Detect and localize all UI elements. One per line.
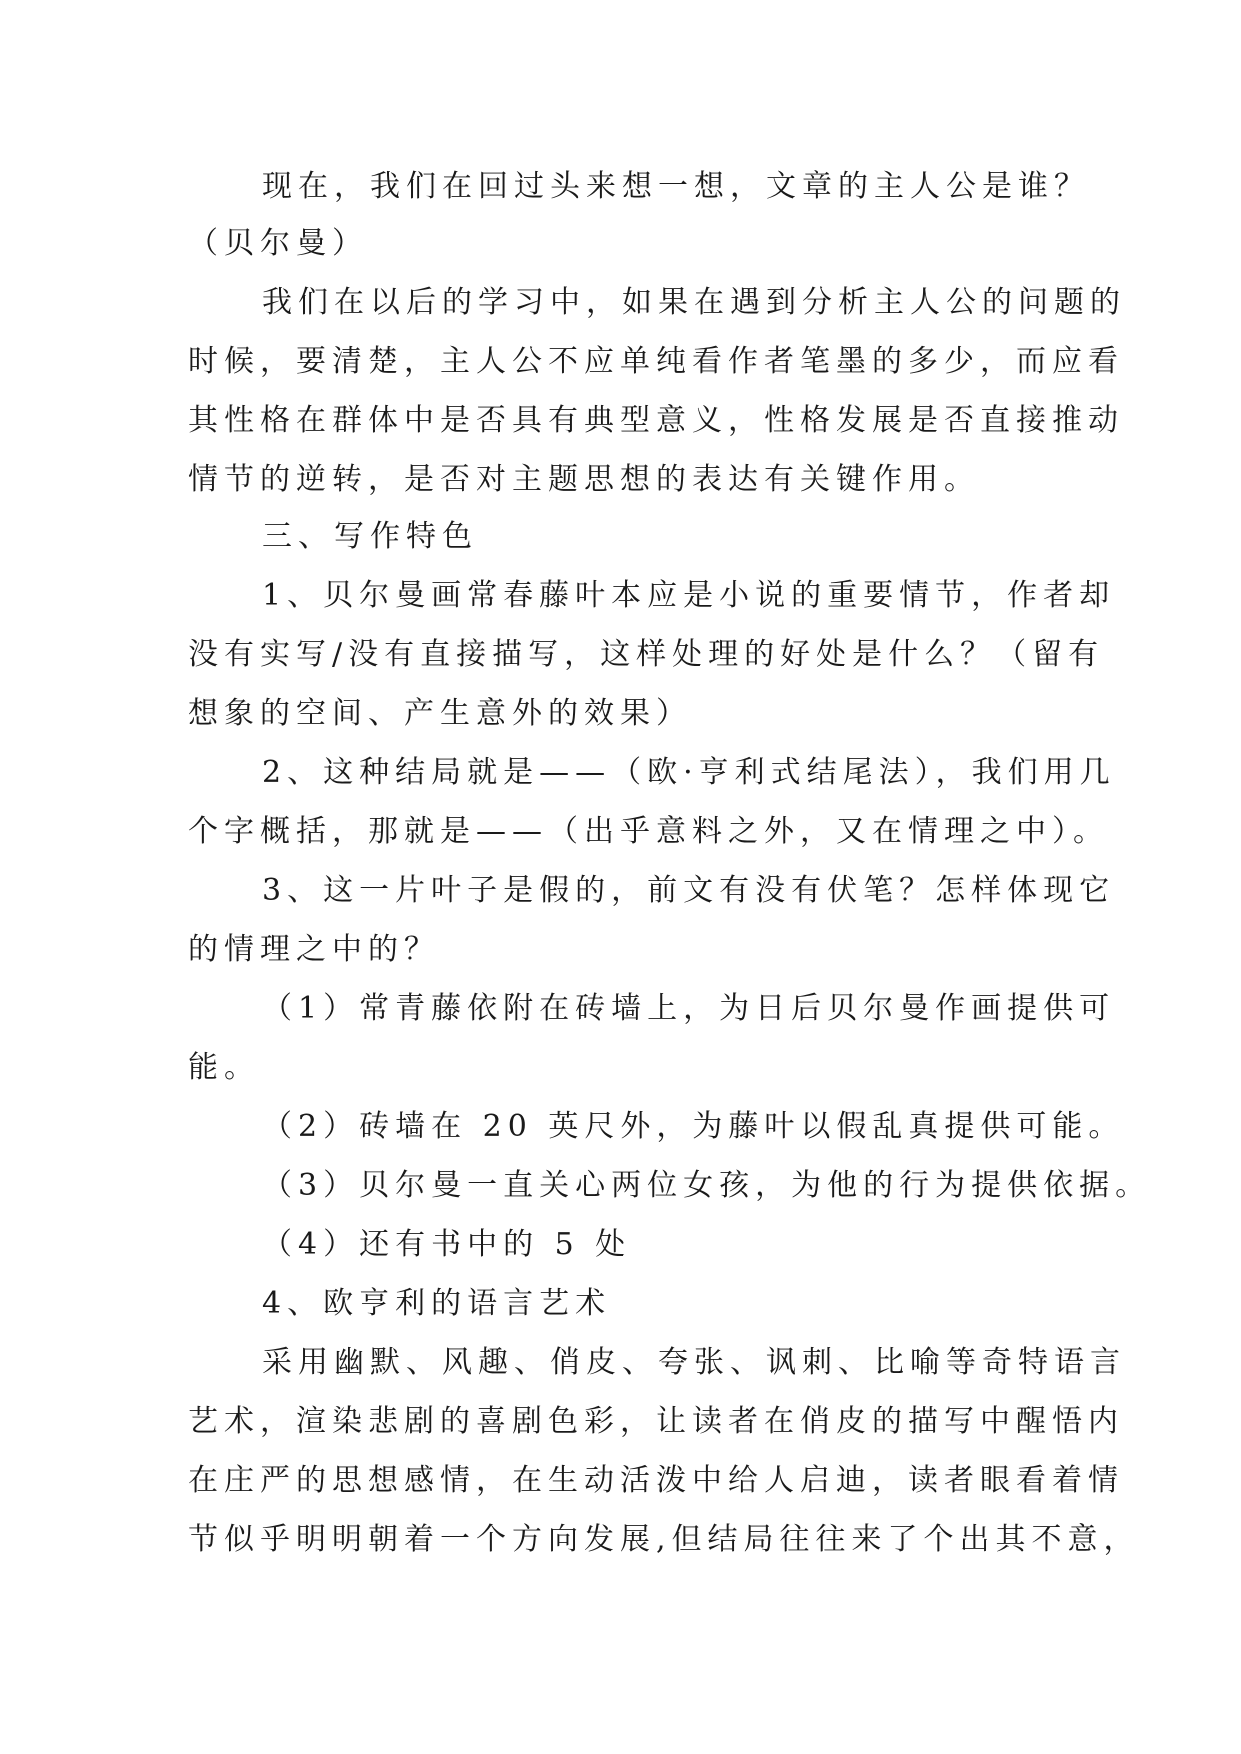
text-line: 想象的空间、产生意外的效果） [188, 696, 692, 731]
text-line: 在庄严的思想感情，在生动活泼中给人启迪，读者眼看着情 [188, 1463, 1124, 1498]
list-item: （4）还有书中的 5 处 [262, 1227, 632, 1262]
text-line: 我们在以后的学习中，如果在遇到分析主人公的问题的 [262, 285, 1126, 320]
text-line: （贝尔曼） [188, 226, 368, 261]
text-line: 1、贝尔曼画常春藤叶本应是小说的重要情节，作者却 [262, 578, 1116, 613]
text-line: 情节的逆转，是否对主题思想的表达有关键作用。 [188, 462, 980, 497]
text-line: 能。 [188, 1050, 260, 1085]
text-line: 现在，我们在回过头来想一想，文章的主人公是谁？ [262, 169, 1090, 204]
list-item: （1）常青藤依附在砖墙上，为日后贝尔曼作画提供可 [262, 991, 1116, 1026]
list-item: （2）砖墙在 20 英尺外，为藤叶以假乱真提供可能。 [262, 1109, 1125, 1144]
list-item: （3）贝尔曼一直关心两位女孩，为他的行为提供依据。 [262, 1168, 1152, 1203]
section-heading: 4、欧亨利的语言艺术 [262, 1286, 612, 1321]
text-line: 的情理之中的？ [188, 932, 440, 967]
text-line: 3、这一片叶子是假的，前文有没有伏笔？怎样体现它 [262, 873, 1116, 908]
text-line: 节似乎明明朝着一个方向发展,但结局往往来了个出其不意， [188, 1522, 1140, 1557]
text-line: 个字概括，那就是——（出乎意料之外，又在情理之中）。 [188, 814, 1109, 849]
text-line: 其性格在群体中是否具有典型意义，性格发展是否直接推动 [188, 403, 1124, 438]
text-line: 2、这种结局就是——（欧·亨利式结尾法），我们用几 [262, 755, 1116, 790]
text-line: 时候，要清楚，主人公不应单纯看作者笔墨的多少，而应看 [188, 344, 1124, 379]
text-line: 艺术，渲染悲剧的喜剧色彩，让读者在俏皮的描写中醒悟内 [188, 1404, 1124, 1439]
section-heading: 三、写作特色 [262, 519, 478, 554]
text-line: 没有实写/没有直接描写，这样处理的好处是什么？（留有 [188, 637, 1105, 672]
text-line: 采用幽默、风趣、俏皮、夸张、讽刺、比喻等奇特语言 [262, 1345, 1126, 1380]
